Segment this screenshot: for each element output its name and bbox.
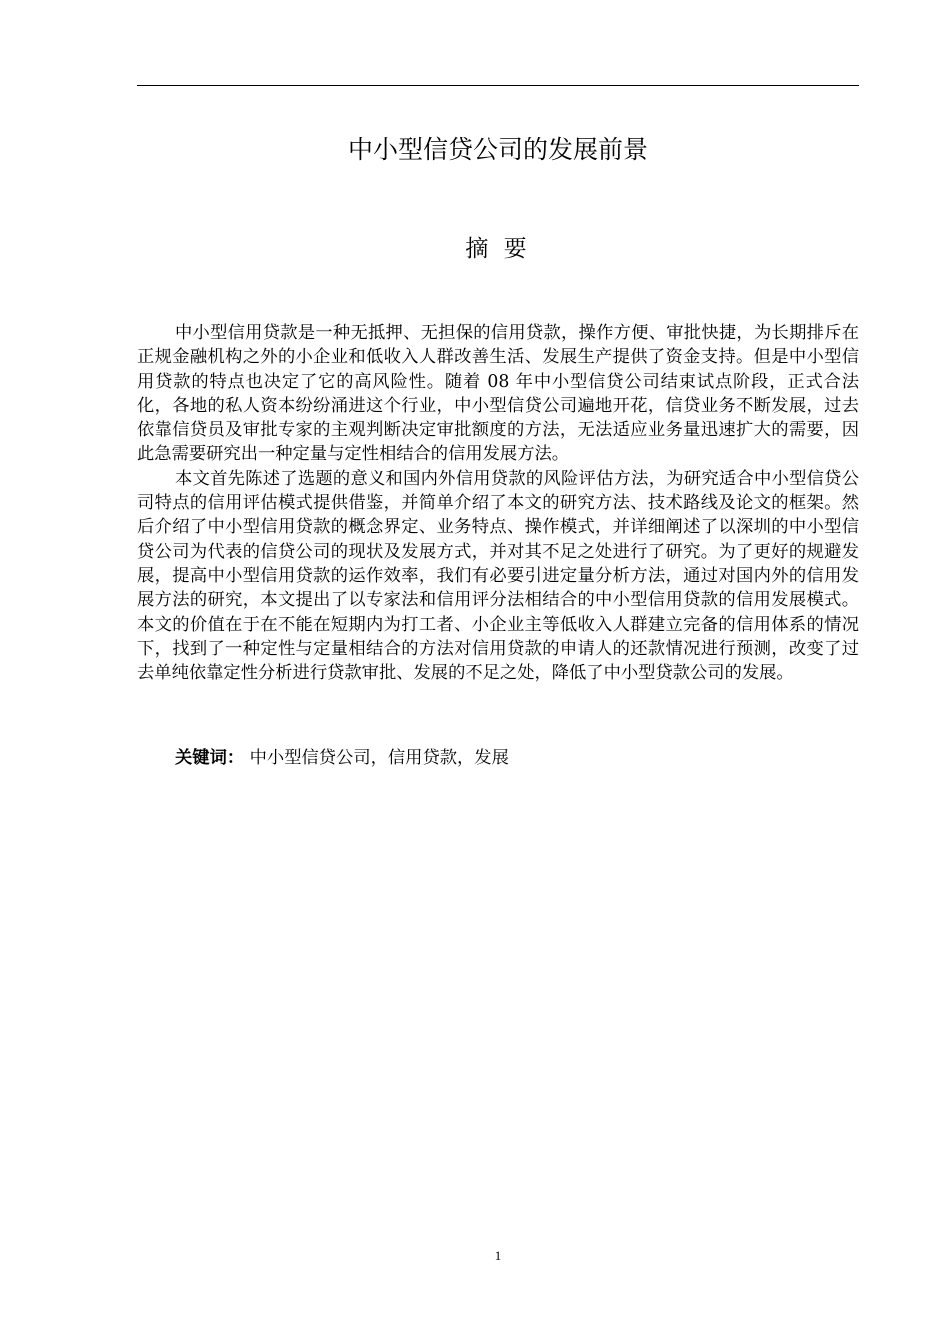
keywords-line bbox=[175, 746, 859, 770]
header-rule bbox=[137, 85, 859, 86]
abstract-paragraph-2: 本文首先陈述了选题的意义和国内外信用贷款的风险评估方法，为研究适合中小型信贷公司特点的信用评估模式提供借鉴，并简单介绍了本文的研究方法、技术路线及论文的框架。然后介绍了中小型信用贷款的概念界定、业务特点、操作模式，并详细阐述了以深圳的中小型信贷公司为代表的信贷公司的现状及发展方式，并对其不足之处进行了研究。为了更好的规避发展，提高中小型信用贷款的运作效率，我们有必要引进定量分析方法，通过对国内外的信用发展方法的研究，本文提出了以专家法和信用评分法相结合的中小型信用贷款的信用发展模式。本文的价值在于在不能在短期内为打工者、小企业主等低收入人群建立完备的信用体系的情况下，找到了一种定性与定量相结合的方法对信用贷款的申请人的还款情况进行预测，改变了过去单纯依靠定性分析进行贷款审批、发展的不足之处，降低了中小型贷款公司的发展。 bbox=[137, 468, 859, 684]
abstract-paragraph-1: 中小型信用贷款是一种无抵押、无担保的信用贷款，操作方便、审批快捷，为长期排斥在正规金融机构之外的小企业和低收入人群改善生活、发展生产提供了资金支持。但是中小型信用贷款的特点也决定了它的高风险性。随着 08 年中小型信贷公司结束试点阶段，正式合法化，各地的私人资本纷纷涌进这个行业，中小型信贷公司遍地开花，信贷业务不断发展，过去依靠信贷员及审批专家的主观判断决定审批额度的方法，无法适应业务量迅速扩大的需要，因此急需要研究出一种定量与定性相结合的信用发展方法。 bbox=[137, 323, 859, 465]
abstract-heading: 摘 要 bbox=[465, 236, 531, 262]
page-number: 1 bbox=[494, 1248, 502, 1263]
document-title: 中小型信贷公司的发展前景 bbox=[347, 135, 648, 164]
keywords-label: 关键词： bbox=[175, 748, 245, 768]
keywords-text: 中小型信贷公司，信用贷款，发展 bbox=[249, 748, 509, 768]
abstract-body bbox=[137, 321, 859, 685]
